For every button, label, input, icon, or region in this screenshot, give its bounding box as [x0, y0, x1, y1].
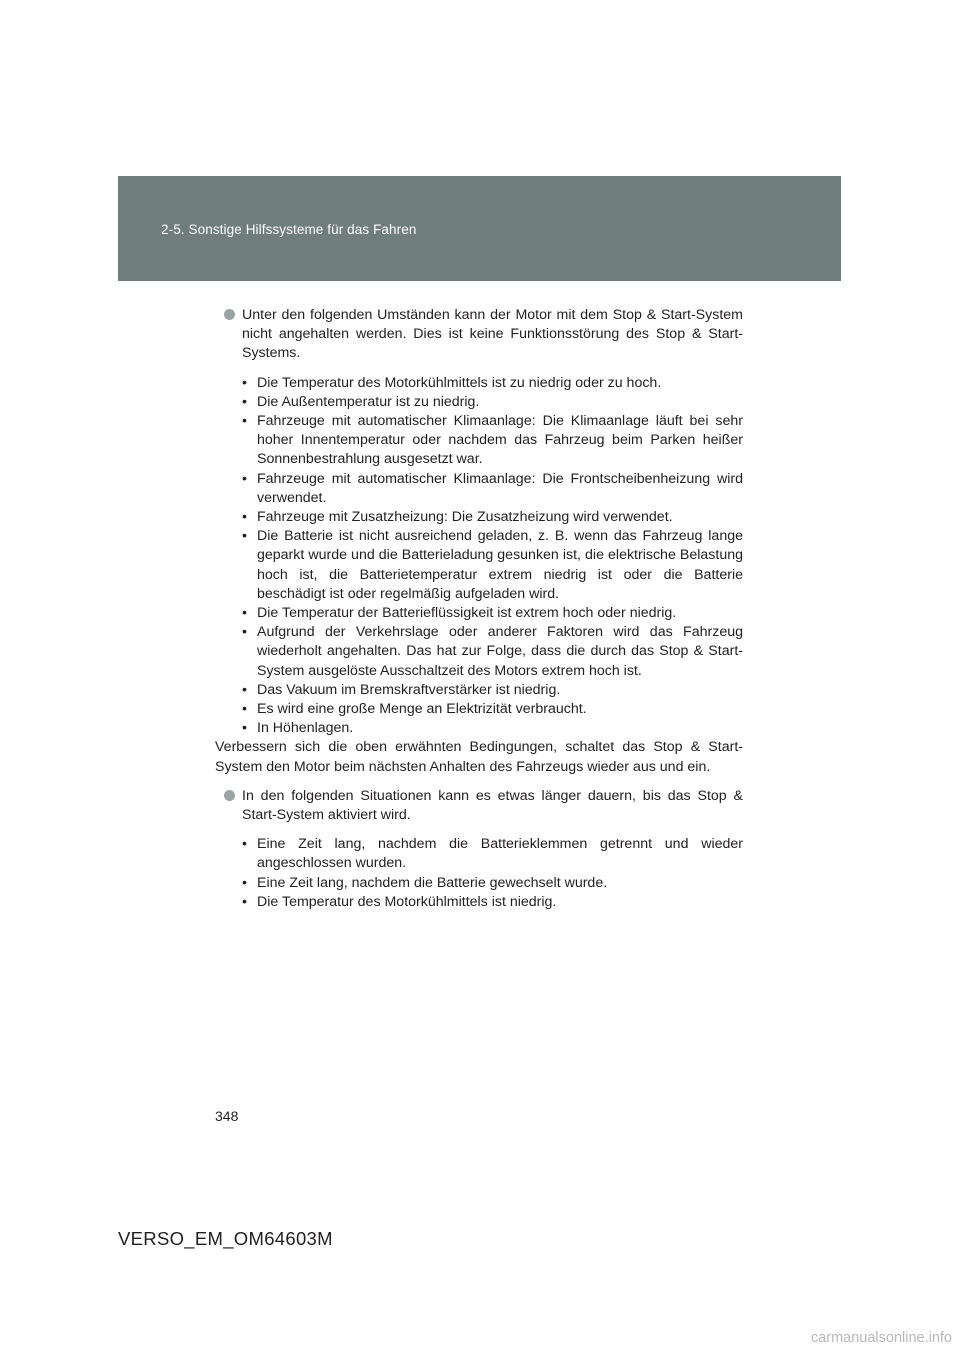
list-item: • In Höhenlagen. [215, 719, 743, 738]
list-item: • Es wird eine große Menge an Elektrizität verbraucht. [215, 700, 743, 719]
list-item: • Die Temperatur der Batterieflüssigkeit ist extrem hoch oder niedrig. [215, 604, 743, 623]
watermark: carmanualsonline.info [810, 1330, 952, 1346]
bullet-icon: • [242, 470, 247, 487]
section-header-band [118, 176, 841, 281]
bullet-icon: • [242, 701, 247, 718]
list-item: • Fahrzeuge mit automatischer Klimaanlage: Die Frontscheibenheizung wird verwendet. [242, 470, 743, 506]
list-item: • Die Temperatur des Motorkühlmittels ist niedrig. [215, 893, 743, 912]
list-item: • Die Außentemperatur ist zu niedrig. [215, 393, 743, 412]
bullet-icon: • [242, 681, 247, 698]
bullet-icon: • [242, 874, 247, 891]
bullet-icon: • [242, 393, 247, 410]
bullet-icon: • [242, 624, 247, 641]
block2-intro: In den folgenden Situationen kann es etwas länger dauern, bis das Stop & Start-System aktiviert wird. [242, 787, 743, 824]
circle-bullet-icon [224, 309, 235, 320]
bullet-icon: • [242, 720, 247, 737]
list-item: • Fahrzeuge mit automatischer Klimaanlage: Die Klimaanlage läuft bei sehr hoher Innentemperatur oder nachdem das Fahrzeug beim Parken heißer Sonnenbestrahlung ausgesetzt war. [242, 413, 743, 468]
bullet-icon: • [242, 509, 247, 526]
bullet-icon: • [242, 374, 247, 391]
block2-list [215, 835, 743, 912]
list-item: • Fahrzeuge mit Zusatzheizung: Die Zusatzheizung wird verwendet. [215, 508, 743, 527]
condition-block-2 [215, 787, 743, 825]
block1-conclusion: Verbessern sich die oben erwähnten Bedingungen, schaltet das Stop & Start-System den Motor beim nächsten Anhalten des Fahrzeugs wieder aus und ein. [215, 739, 743, 775]
document-id: VERSO_EM_OM64603M [118, 1228, 333, 1249]
list-item: • Die Batterie ist nicht ausreichend geladen, z. B. wenn das Fahrzeug lange geparkt wurde und die Batterieladung gesunken ist, die elektrische Belastung hoch ist, die Batterietemperatur extrem niedrig ist oder die Batterie beschädigt ist oder regelmäßig aufgeladen wird. [242, 528, 743, 602]
bullet-icon: • [242, 836, 247, 853]
list-item: • Das Vakuum im Bremskraftverstärker ist niedrig. [215, 681, 743, 700]
bullet-icon: • [242, 893, 247, 910]
circle-bullet-icon [224, 790, 235, 801]
list-item: • Eine Zeit lang, nachdem die Batterieklemmen getrennt und wieder angeschlossen wurden. [242, 836, 743, 872]
bullet-icon: • [242, 413, 247, 430]
block1-list [215, 374, 743, 739]
section-title: 2-5. Sonstige Hilfssysteme für das Fahren [161, 222, 417, 237]
list-item: • Die Temperatur des Motorkühlmittels ist zu niedrig oder zu hoch. [215, 374, 743, 393]
block1-intro: Unter den folgenden Umständen kann der Motor mit dem Stop & Start-System nicht angehalten werden. Dies ist keine Funktionsstörung des Stop & Start-Systems. [242, 307, 743, 362]
bullet-icon: • [242, 528, 247, 545]
page-number: 348 [215, 1108, 239, 1124]
list-item: • Eine Zeit lang, nachdem die Batterie gewechselt wurde. [215, 874, 743, 893]
bullet-icon: • [242, 605, 247, 622]
main-content [215, 306, 743, 912]
list-item: • Aufgrund der Verkehrslage oder anderer Faktoren wird das Fahrzeug wiederholt angehalten. Das hat zur Folge, dass die durch das Stop & Start-System ausgelöste Ausschaltzeit des Motors extrem hoch ist. [242, 624, 743, 679]
condition-block-1 [215, 306, 743, 364]
